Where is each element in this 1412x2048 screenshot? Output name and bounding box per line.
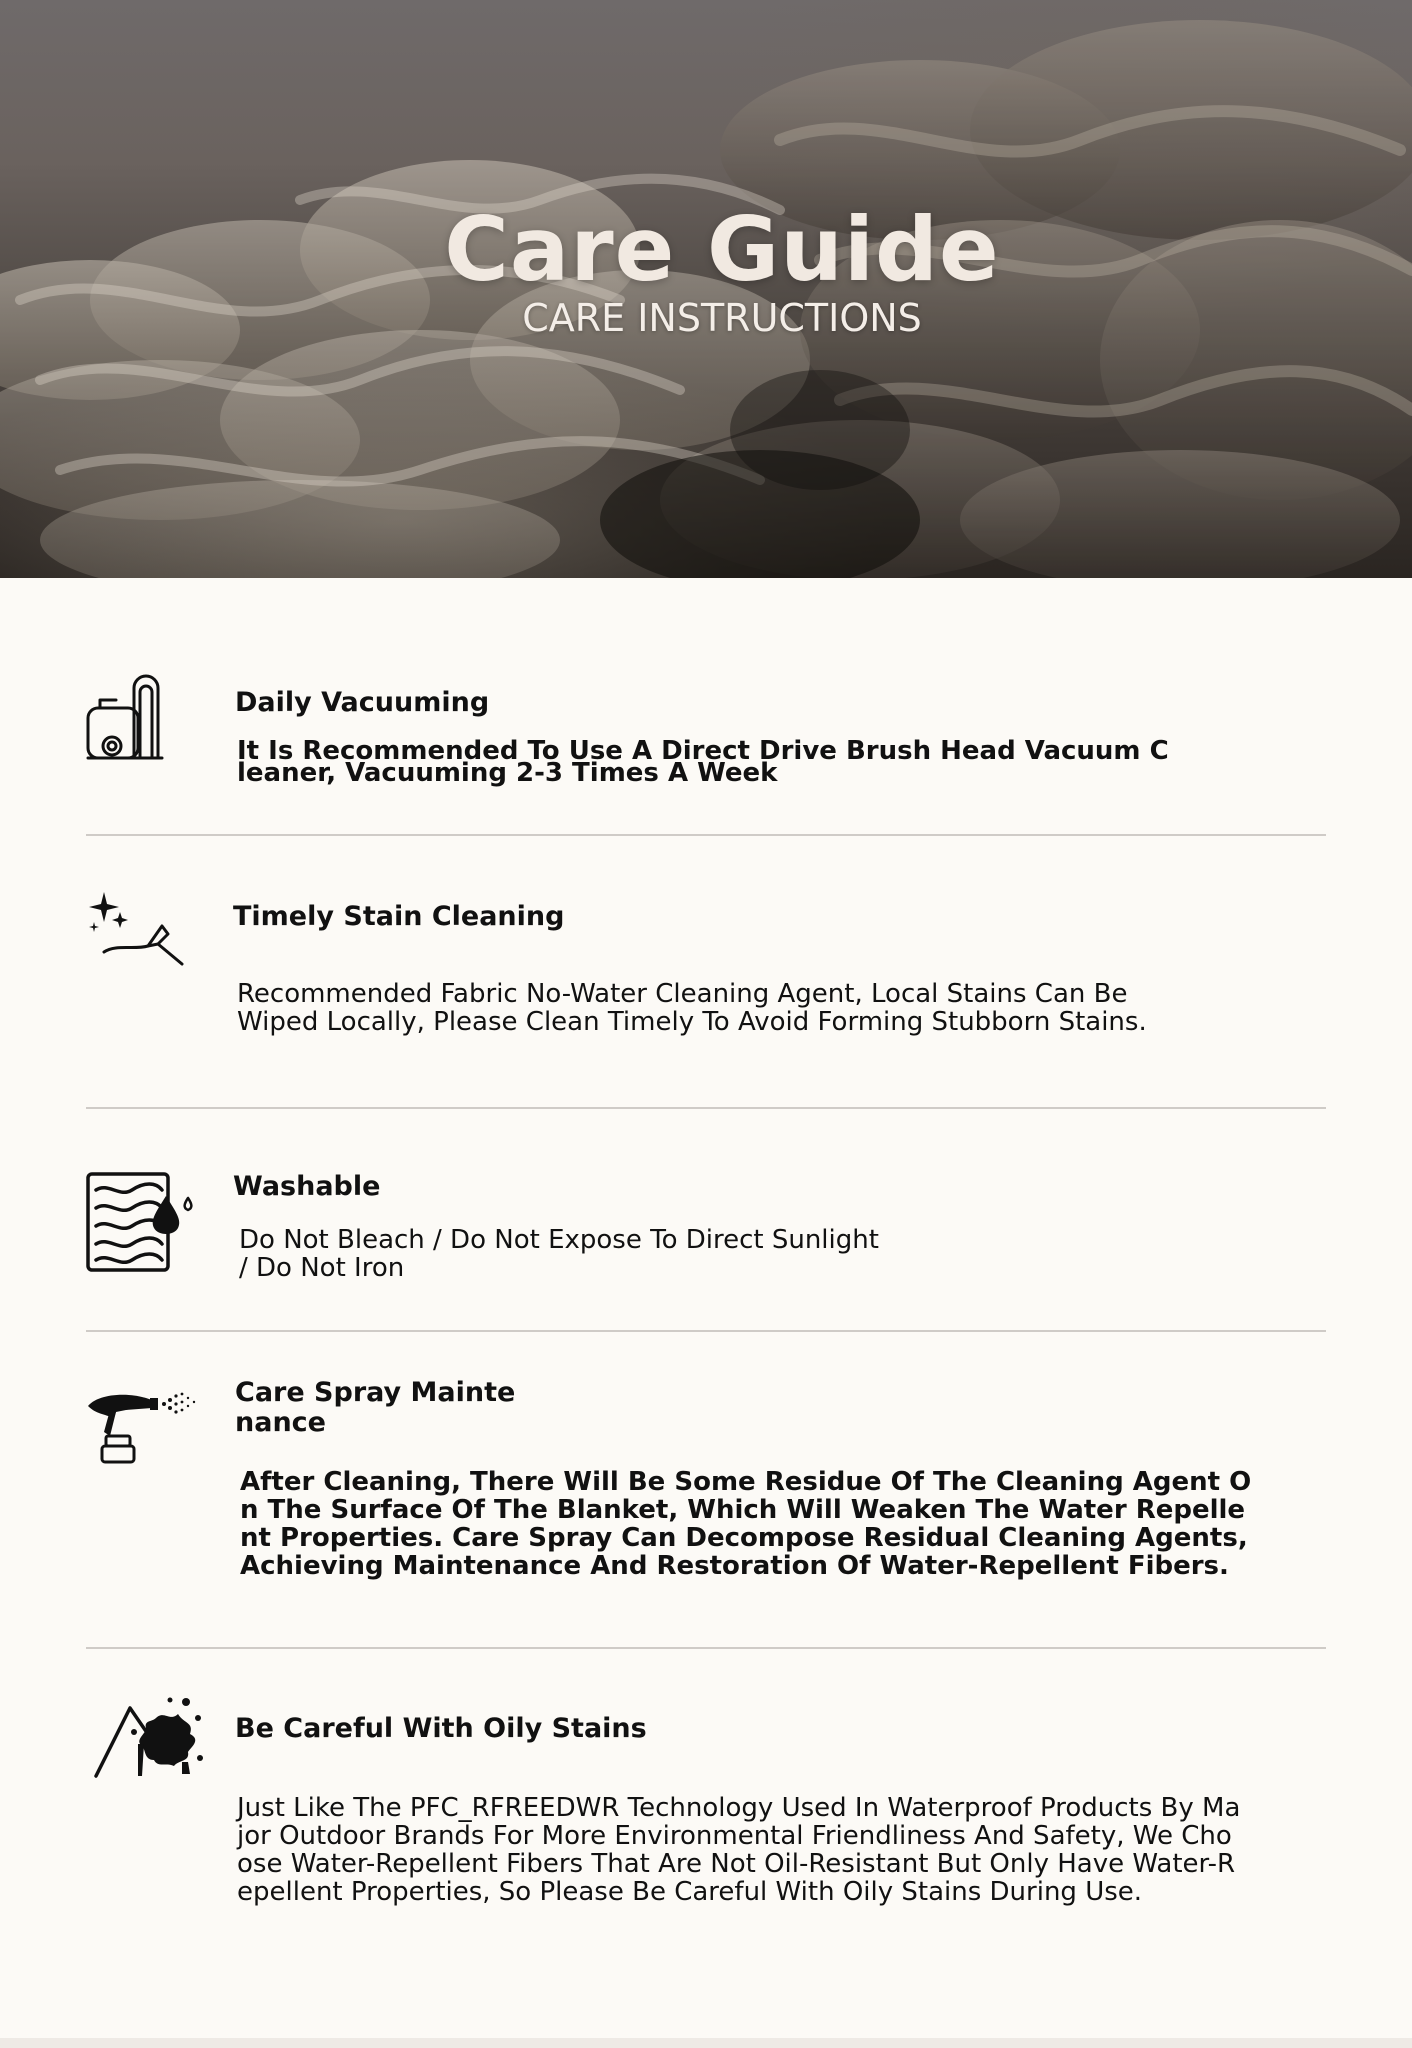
spray-bottle-icon [86,1384,198,1464]
care-item-title: Daily Vacuuming [235,687,490,718]
section-divider [86,1647,1326,1649]
hero-banner [0,0,1412,578]
care-item-washable [86,1170,1326,1300]
care-item-description: Recommended Fabric No-Water Cleaning Agent, Local Stains Can Be Wiped Locally, Please Clean Timely To Avoid Forming Stubborn Stains. [237,979,1147,1037]
care-item-title: Care Spray Mainte nance [235,1377,516,1438]
care-item-daily-vacuuming [86,670,1326,790]
care-item-title: Timely Stain Cleaning [233,901,565,932]
sparkle-wipe-icon [86,890,186,970]
care-item-description: Just Like The PFC_RFREEDWR Technology Used In Waterproof Products By Ma jor Outdoor Brands For More Environmental Friendliness And Safety, We Cho ose Water-Repellent Fibers That Are Not Oil-Resistant But Only Have Water-R epellent Properties, So Please Be Careful With Oily Stains During Use. [237,1793,1241,1907]
washable-fabric-icon [86,1170,196,1274]
section-divider [86,834,1326,836]
section-divider [86,1330,1326,1332]
page-subtitle: CARE INSTRUCTIONS [522,296,922,340]
section-divider [86,1107,1326,1109]
bottom-border-strip [0,2038,1412,2048]
care-instructions-list [0,578,1412,2038]
care-item-description: Do Not Bleach / Do Not Expose To Direct Sunlight / Do Not Iron [239,1225,879,1283]
care-item-care-spray-maintenance [86,1378,1326,1608]
care-item-title: Washable [233,1171,381,1202]
oil-splatter-icon [94,1688,204,1780]
care-item-description: After Cleaning, There Will Be Some Residue Of The Cleaning Agent O n The Surface Of The Blanket, Which Will Weaken The Water Repelle nt Properties. Care Spray Can Decompose Residual Cleaning Agents, Achieving Maintenance And Restoration Of Water-Repellent Fibers. [240,1467,1252,1581]
page-title: Care Guide [444,198,1000,301]
care-item-title: Be Careful With Oily Stains [235,1713,647,1744]
vacuum-cleaner-icon [86,670,170,770]
care-item-description: It Is Recommended To Use A Direct Drive Brush Head Vacuum C leaner, Vacuuming 2-3 Times A Week [237,736,1169,788]
care-item-oily-stains [86,1688,1326,1948]
care-item-timely-stain-cleaning [86,890,1326,1050]
